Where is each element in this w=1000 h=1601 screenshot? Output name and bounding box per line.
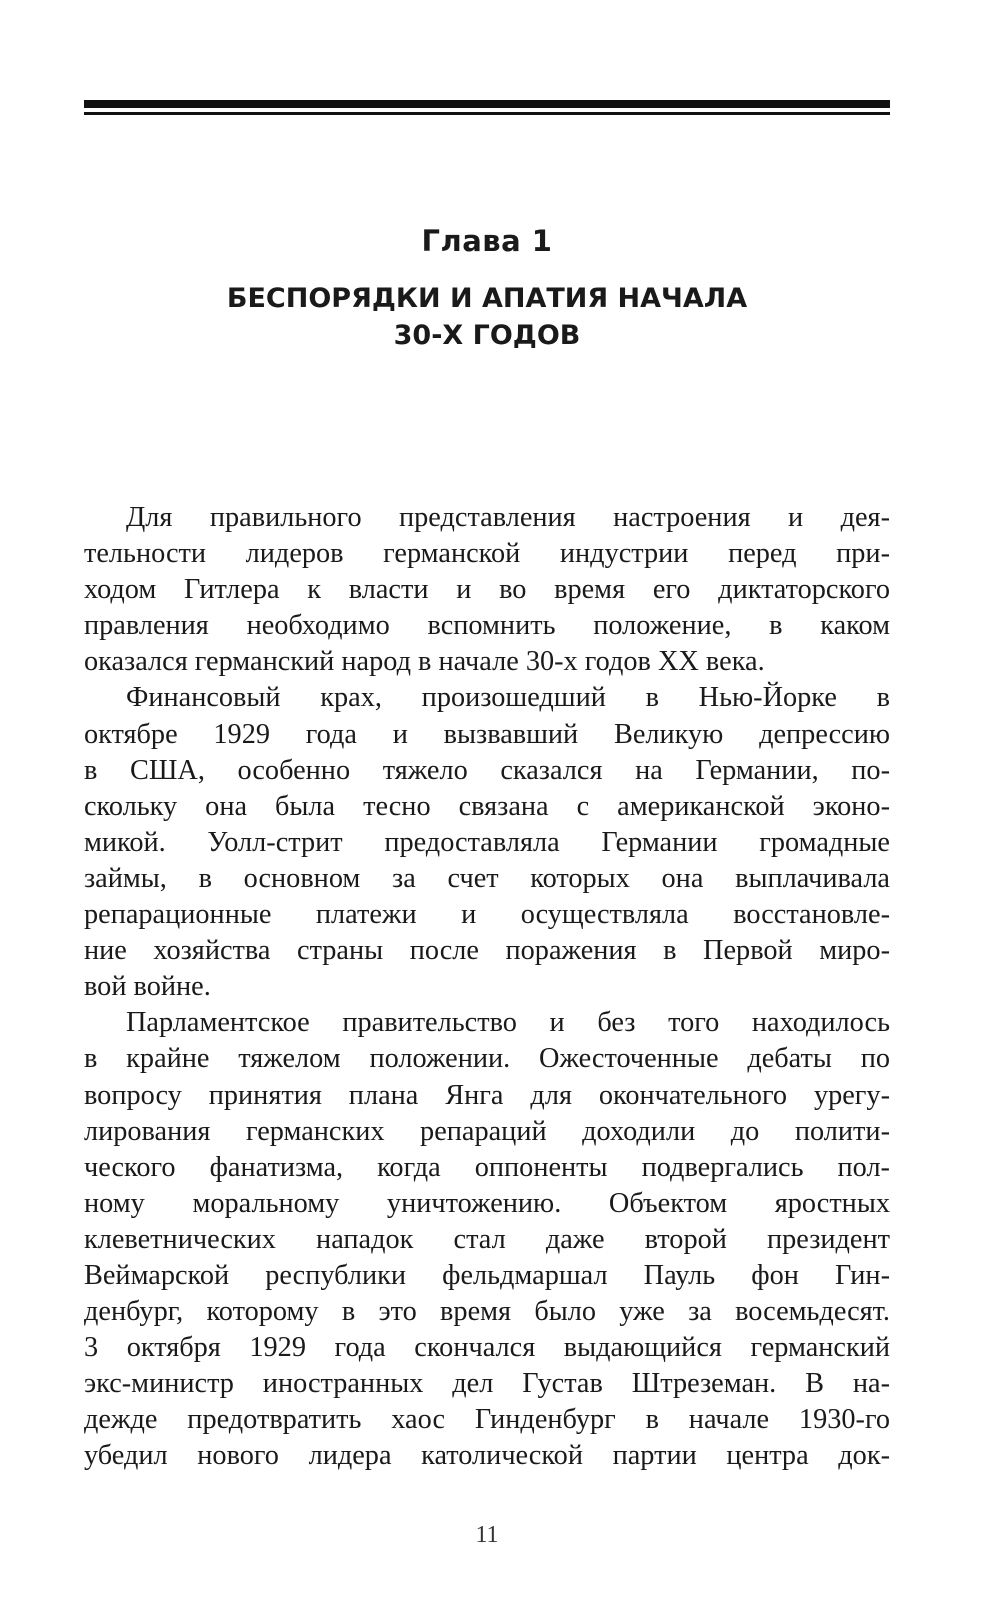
text-line: убедил нового лидера католической партии центра док- [84, 1440, 890, 1472]
text-line: вопросу принятия плана Янга для окончательного урегу- [84, 1079, 890, 1111]
text-line: клеветнических нападок стал даже второй президент [84, 1223, 890, 1255]
chapter-title-line: БЕСПОРЯДКИ И АПАТИЯ НАЧАЛА [226, 283, 748, 314]
text-line: в крайне тяжелом положении. Ожесточенные дебаты по [84, 1043, 890, 1075]
text-line: тельности лидеров германской индустрии перед при- [84, 538, 890, 570]
text-line: скольку она была тесно связана с американской эконо- [84, 790, 890, 822]
chapter-title-line: 30-Х ГОДОВ [393, 320, 581, 351]
chapter-title [84, 280, 890, 354]
text-line: лирования германских репараций доходили до полити- [84, 1115, 890, 1147]
header-rule-thick [84, 100, 890, 108]
text-line: займы, в основном за счет которых она выплачивала [84, 862, 890, 894]
paragraph [84, 680, 890, 1005]
text-line: ходом Гитлера к власти и во время его диктаторского [84, 574, 890, 606]
text-line: ному моральному уничтожению. Объектом яростных [84, 1187, 890, 1219]
text-line: в США, особенно тяжело сказался на Германии, по- [84, 754, 890, 786]
text-line: микой. Уолл-стрит предоставляла Германии громадные [84, 826, 890, 858]
body-text [84, 500, 890, 1475]
text-line: денбург, которому в это время было уже за восемьдесят. [84, 1296, 890, 1328]
chapter-label: Глава 1 [421, 224, 553, 258]
text-line: Для правильного представления настроения и дея- [126, 502, 890, 533]
text-line: Веймарской республики фельдмаршал Пауль фон Гин- [84, 1259, 890, 1291]
text-line: правления необходимо вспомнить положение, в каком [84, 610, 890, 642]
text-line: октябре 1929 года и вызвавший Великую депрессию [84, 718, 890, 750]
text-line: Финансовый крах, произошедший в Нью-Йорке в [126, 682, 890, 714]
header-rule-thin [84, 112, 890, 115]
text-line: ческого фанатизма, когда оппоненты подвергались пол- [84, 1151, 890, 1183]
text-line: Парламентское правительство и без того находилось [126, 1007, 890, 1039]
text-line: вой войне. [84, 971, 211, 1003]
text-line: дежде предотвратить хаос Гинденбург в начале 1930-го [84, 1404, 890, 1436]
text-line: репарационные платежи и осуществляла восстановле- [84, 899, 890, 931]
text-line: экс-министр иностранных дел Густав Штреземан. В на- [84, 1368, 890, 1400]
text-line: оказался германский народ в начале 30-х годов XX века. [84, 646, 765, 678]
text-line: 3 октября 1929 года скончался выдающийся германский [84, 1332, 890, 1364]
paragraph [84, 500, 890, 680]
page-number: 11 [475, 1522, 499, 1548]
paragraph [84, 1005, 890, 1474]
text-line: ние хозяйства страны после поражения в Первой миро- [84, 935, 890, 967]
